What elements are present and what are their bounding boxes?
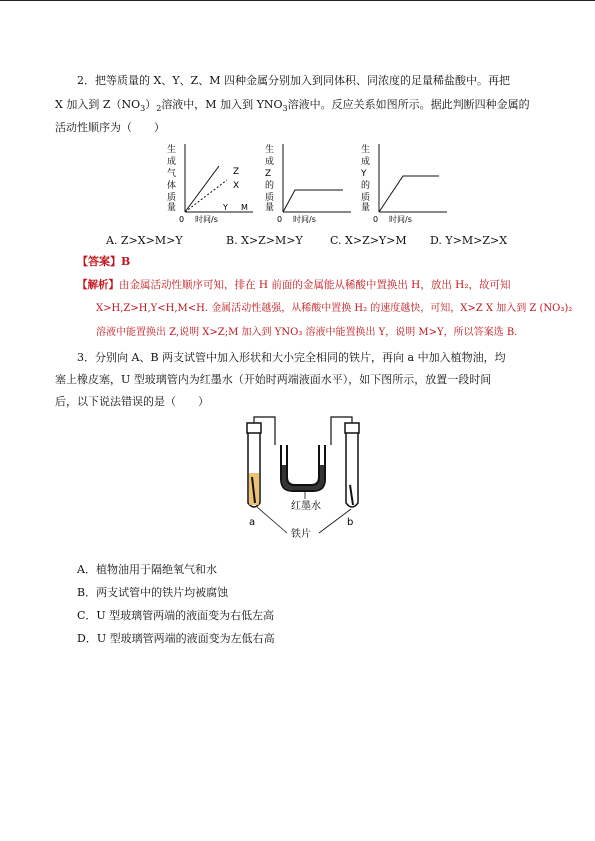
g2-ylabel-5: 质 xyxy=(265,193,275,203)
g3-ylabel-4: 的 xyxy=(361,181,371,191)
g1-origin: 0 xyxy=(179,215,185,224)
g3-ylabel-1: 生 xyxy=(361,145,371,155)
q3-option-c[interactable]: C．U 型玻璃管两端的液面变为右低左高 xyxy=(77,609,275,622)
g2-ylabel-3: Z xyxy=(265,169,272,179)
g2-ylabel-1: 生 xyxy=(265,145,275,155)
stopper-a xyxy=(247,423,261,433)
stopper-b xyxy=(345,423,359,433)
g1-ylabel-5: 质 xyxy=(167,193,177,203)
label-iron: 铁片 xyxy=(291,529,311,540)
g1-ylabel-2: 成 xyxy=(167,157,177,167)
g1-ylabel-4: 体 xyxy=(167,181,177,191)
q2-graphs xyxy=(165,140,455,230)
g2-origin: 0 xyxy=(277,215,283,224)
q2-analysis-line-3: 溶液中能置换出 Z,说明 X>Z;M 加入到 YNO₃ 溶液中能置换出 Y，说明 M>Y，所以答案选 B. xyxy=(96,327,518,338)
q2-option-d[interactable]: D. Y>M>Z>X xyxy=(430,234,508,247)
g3-origin: 0 xyxy=(373,215,379,224)
g2-ylabel-2: 成 xyxy=(265,157,275,167)
q2-analysis-line-1: 【解析】由金属活动性顺序可知，排在 H 前面的金属能从稀酸中置换出 H，放出 H₂，故可知 xyxy=(77,279,511,291)
curve-z xyxy=(185,166,219,212)
q2-option-c[interactable]: C. X>Z>Y>M xyxy=(330,234,407,247)
q2-option-b[interactable]: B. X>Z>M>Y xyxy=(226,234,303,247)
q2-answer: 【答案】B xyxy=(77,255,131,268)
top-rule xyxy=(0,0,595,1)
q2-line-2: X 加入到 $Z(NO_3)_2$溶液中，M 加入到 $YNO_3$溶液中。反应关系如图所示。据此判断四种金属的 xyxy=(55,98,530,114)
q3-line-1: 3．分别向 A、B 两支试管中加入形状和大小完全相同的铁片，再向 a 中加入植物油，均 xyxy=(77,351,506,364)
g1-label-m: M xyxy=(241,203,248,212)
curve-x xyxy=(185,180,227,212)
label-a: a xyxy=(249,517,256,528)
g3-ylabel-6: 量 xyxy=(361,203,371,213)
g2-ylabel-6: 量 xyxy=(265,203,275,213)
q3-apparatus-figure xyxy=(235,415,375,545)
graph-gas-mass xyxy=(167,143,253,224)
g2-xlabel: 时间/s xyxy=(293,215,316,224)
q2-line-3: 活动性顺序为（ ） xyxy=(55,121,165,134)
q3-option-d[interactable]: D．U 型玻璃管两端的液面变为左低右高 xyxy=(77,632,275,645)
q3-line-3: 后，以下说法错误的是（ ） xyxy=(55,395,209,408)
red-ink xyxy=(282,465,324,490)
q3-line-2: 塞上橡皮塞，U 型玻璃管内为红墨水（开始时两端液面水平），如下图所示，放置一段时间 xyxy=(55,373,492,386)
g3-xlabel: 时间/s xyxy=(389,215,412,224)
g1-ylabel-6: 量 xyxy=(167,203,177,213)
q3-option-b[interactable]: B．两支试管中的铁片均被腐蚀 xyxy=(77,586,229,599)
g1-ylabel-3: 气 xyxy=(167,169,177,179)
label-red-ink: 红墨水 xyxy=(291,501,321,512)
g1-label-z: Z xyxy=(233,167,240,177)
curve-z-mass xyxy=(283,190,343,212)
g2-ylabel-4: 的 xyxy=(265,181,275,191)
g1-xlabel: 时间/s xyxy=(195,215,218,224)
q2-analysis-line-2: X>H,Z>H,Y<H,M<H. 金属活动性越强，从稀酸中置换 H₂ 的速度越快，可知，X>Z X 加入到 Z (NO₃)₂ xyxy=(96,303,573,314)
q2-line-1: 2．把等质量的 X、Y、Z、M 四种金属分别加入到同体积、同浓度的足量稀盐酸中。再把 xyxy=(77,74,510,87)
graph-y-mass xyxy=(360,143,447,224)
q2-option-a[interactable]: A. Z>X>M>Y xyxy=(106,234,183,247)
label-b: b xyxy=(347,517,354,528)
g1-ylabel-1: 生 xyxy=(167,145,177,155)
g3-ylabel-5: 质 xyxy=(361,193,371,203)
g1-label-x: X xyxy=(233,181,240,191)
g3-ylabel-3: Y xyxy=(361,169,367,179)
q3-option-a[interactable]: A．植物油用于隔绝氧气和水 xyxy=(77,563,217,576)
iron-strip-b xyxy=(350,485,353,505)
g3-ylabel-2: 成 xyxy=(361,157,371,167)
curve-y-mass xyxy=(379,176,439,212)
graph-z-mass xyxy=(265,143,351,224)
g1-label-y: Y xyxy=(223,203,228,212)
